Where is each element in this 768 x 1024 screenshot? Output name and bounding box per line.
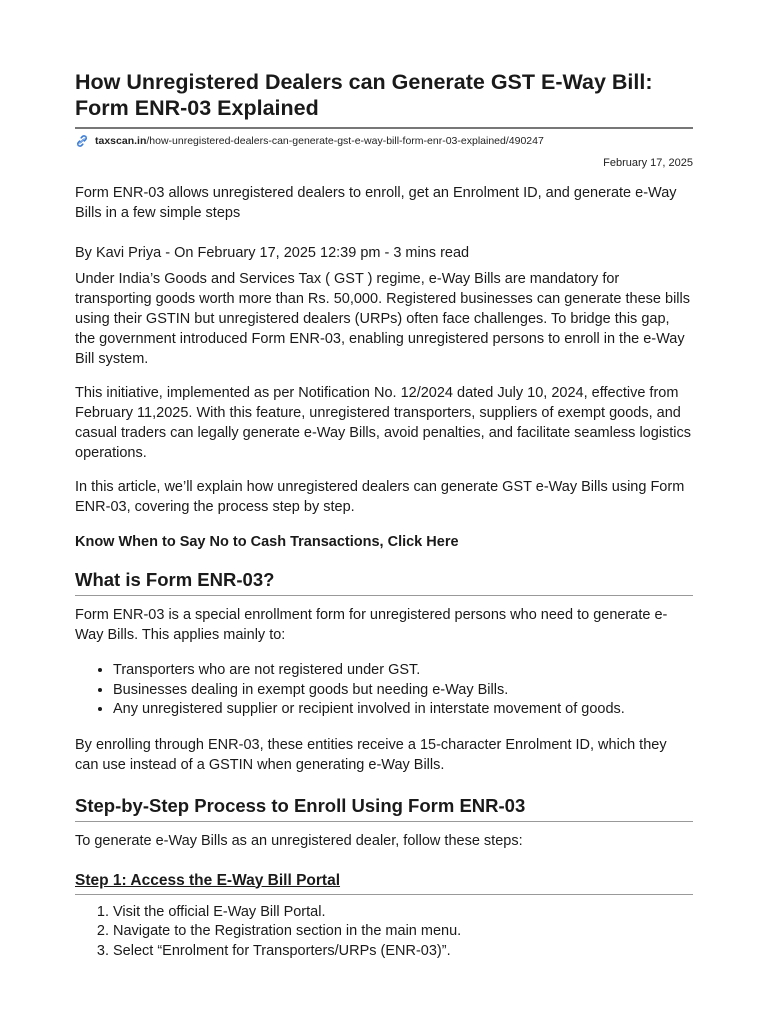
body-paragraph: This initiative, implemented as per Notification No. 12/2024 dated July 10, 2024, effective from February 11,2025. With this feature, unregistered transporters, suppliers of exempt goods, and casual traders can legally generate e-Way Bills, avoid penalties, and facilitate seamless logistics operations.	[75, 385, 692, 461]
list-item: 3. Select “Enrolment for Transporters/URPs (ENR-03)”.	[113, 942, 693, 962]
link-icon	[75, 134, 89, 148]
section-heading-step-by-step: Step-by-Step Process to Enroll Using Form ENR-03	[75, 794, 693, 822]
publish-date: February 17, 2025	[603, 157, 693, 169]
source-domain: taxscan.in	[95, 135, 147, 147]
promo-link[interactable]: Know When to Say No to Cash Transactions, Click Here	[75, 534, 459, 550]
list-item: • Any unregistered supplier or recipient involved in interstate movement of goods.	[113, 700, 693, 720]
section-heading-what-is-enr03: What is Form ENR-03?	[75, 568, 693, 596]
list-item: 1. Visit the official E-Way Bill Portal.	[113, 903, 693, 923]
source-path: /how-unregistered-dealers-can-generate-gst-e-way-bill-form-enr-03-explained/490247	[146, 135, 544, 147]
title-divider	[75, 127, 693, 129]
list-item: • Transporters who are not registered under GST.	[113, 661, 693, 681]
list-item: • Businesses dealing in exempt goods but needing e-Way Bills.	[113, 681, 693, 701]
section-paragraph: By enrolling through ENR-03, these entities receive a 15-character Enrolment ID, which they can use instead of a GSTIN when generating e-Way Bills.	[75, 736, 667, 773]
section-paragraph: To generate e-Way Bills as an unregistered dealer, follow these steps:	[75, 832, 523, 849]
article-subtitle: Form ENR-03 allows unregistered dealers to enroll, get an Enrolment ID, and generate e-Way Bills in a few simple steps	[75, 185, 677, 221]
step1-list	[75, 903, 693, 962]
source-url[interactable]	[75, 133, 693, 149]
step1-heading: Step 1: Access the E-Way Bill Portal	[75, 871, 693, 895]
article-byline: By Kavi Priya - On February 17, 2025 12:39 pm - 3 mins read	[75, 245, 470, 261]
article-title: How Unregistered Dealers can Generate GST E-Way Bill: Form ENR-03 Explained	[75, 70, 653, 120]
body-paragraph: Under India’s Goods and Services Tax ( GST ) regime, e-Way Bills are mandatory for transporting goods worth more than Rs. 50,000. Registered businesses can generate these bills using their GSTIN but unregistered dealers (URPs) often face challenges. To bridge this gap, the government introduced Form ENR-03, enabling unregistered persons to enroll in the e-Way Bill system.	[75, 271, 690, 367]
body-paragraph: In this article, we’ll explain how unregistered dealers can generate GST e-Way Bills using Form ENR-03, covering the process step by step.	[75, 479, 685, 515]
section-paragraph: Form ENR-03 is a special enrollment form for unregistered persons who need to generate e-Way Bills. This applies mainly to:	[75, 607, 668, 643]
list-item: 2. Navigate to the Registration section in the main menu.	[113, 922, 693, 942]
applicability-list	[75, 661, 693, 720]
